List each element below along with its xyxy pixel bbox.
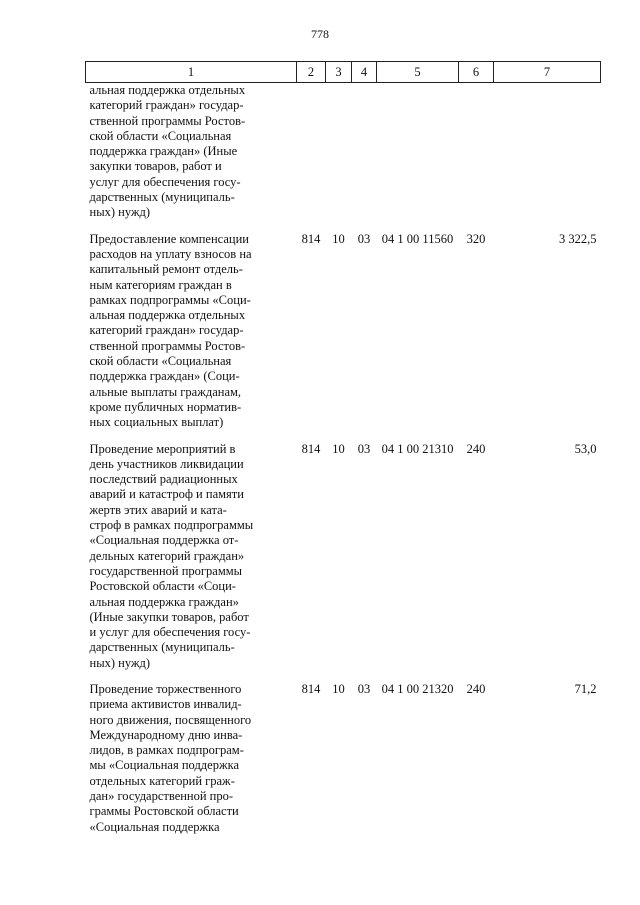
budget-table — [85, 61, 601, 843]
amount-value — [494, 83, 601, 229]
description-line: ным категориям граждан в — [89, 277, 232, 292]
description-line: (Иные закупки товаров, работ — [89, 609, 249, 624]
expense-type-code: 240 — [466, 681, 486, 696]
description-line: альная поддержка граждан» — [89, 594, 239, 609]
description-line: категорий граждан» государ- — [89, 323, 244, 338]
description-line: альная поддержка отдельных — [89, 83, 246, 97]
header-col-3: 3 — [326, 62, 352, 83]
description-line: дарственных (муниципаль- — [89, 640, 235, 655]
description-line: альная поддержка отдельных — [89, 308, 246, 323]
target-article-code: 04 1 00 21310 — [381, 441, 454, 456]
description-line: отдельных категорий граж- — [89, 773, 235, 788]
header-col-1: 1 — [86, 62, 297, 83]
header-col-2: 2 — [297, 62, 326, 83]
description-line: дельных категорий граждан» — [89, 548, 245, 563]
description-line: закупки товаров, работ и — [89, 159, 222, 174]
ministry-code: 814 — [301, 441, 321, 456]
description-line: рамках подпрограммы «Соци- — [89, 292, 251, 307]
subsection-code: 03 — [357, 441, 371, 456]
target-article-code — [377, 83, 459, 229]
description-line: Проведение мероприятий в — [89, 441, 236, 456]
description-line: ных социальных выплат) — [89, 415, 224, 430]
table-row — [86, 83, 601, 229]
description-line: Международному дню инва- — [89, 727, 243, 742]
description-line: категорий граждан» государ- — [89, 98, 244, 113]
header-row — [86, 62, 601, 83]
ministry-code — [297, 83, 326, 229]
expense-type-code: 240 — [466, 441, 486, 456]
subsection-code: 03 — [357, 231, 371, 246]
subsection-code: 03 — [357, 681, 371, 696]
subsection-code — [352, 83, 377, 229]
description-line: поддержка граждан» (Соци- — [89, 369, 240, 384]
target-article-code: 04 1 00 11560 — [381, 231, 454, 246]
description-line: альные выплаты гражданам, — [89, 384, 242, 399]
description-line: кроме публичных норматив- — [89, 399, 242, 414]
amount-value: 71,2 — [574, 681, 597, 696]
description-line: расходов на уплату взносов на — [89, 246, 252, 261]
header-col-5: 5 — [377, 62, 459, 83]
description-line: поддержка граждан» (Иные — [89, 144, 238, 159]
description-line: мы «Социальная поддержка — [89, 758, 240, 773]
description-line: Проведение торжественного — [89, 681, 242, 696]
description-line: граммы Ростовской области — [89, 804, 239, 819]
description-line: ного движения, посвященного — [89, 712, 252, 727]
description-line: капитальный ремонт отдель- — [89, 262, 243, 277]
description-line: ственной программы Ростов- — [89, 113, 246, 128]
description-line: аварий и катастроф и памяти — [89, 487, 244, 502]
description-line: ственной программы Ростов- — [89, 338, 246, 353]
description-line: ской области «Социальная — [89, 354, 232, 369]
row-description — [86, 229, 297, 439]
description-line: и услуг для обеспечения госу- — [89, 625, 251, 640]
header-col-4: 4 — [352, 62, 377, 83]
description-line: дан» государственной про- — [89, 789, 234, 804]
page-number: 778 — [311, 27, 329, 41]
table-row — [86, 229, 601, 439]
description-line: ных) нужд) — [89, 655, 151, 670]
description-line: услуг для обеспечения госу- — [89, 174, 241, 189]
amount-value: 53,0 — [574, 441, 597, 456]
row-description — [86, 83, 297, 229]
expense-type-code — [459, 83, 494, 229]
target-article-code: 04 1 00 21320 — [381, 681, 454, 696]
description-line: Предоставление компенсации — [89, 231, 249, 246]
section-code: 10 — [332, 441, 345, 456]
row-description — [86, 439, 297, 679]
description-line: последствий радиационных — [89, 472, 238, 487]
description-line: день участников ликвидации — [89, 456, 244, 471]
section-code: 10 — [332, 681, 345, 696]
table-row — [86, 439, 601, 679]
description-line: жертв этих аварий и ката- — [89, 502, 227, 517]
section-code — [326, 83, 352, 229]
ministry-code: 814 — [301, 231, 321, 246]
description-line: дарственных (муниципаль- — [89, 190, 235, 205]
row-description — [86, 679, 297, 843]
description-line: лидов, в рамках подпрограм- — [89, 743, 244, 758]
header-col-7: 7 — [494, 62, 601, 83]
header-col-6: 6 — [459, 62, 494, 83]
section-code: 10 — [332, 231, 345, 246]
amount-value: 3 322,5 — [559, 231, 597, 246]
expense-type-code: 320 — [466, 231, 486, 246]
description-line: «Социальная поддержка — [89, 819, 220, 834]
description-line: ской области «Социальная — [89, 128, 232, 143]
description-line: «Социальная поддержка от- — [89, 533, 239, 548]
table-row — [86, 679, 601, 843]
description-line: Ростовской области «Соци- — [89, 579, 236, 594]
description-line: ных) нужд) — [89, 205, 151, 220]
description-line: приема активистов инвалид- — [89, 697, 242, 712]
ministry-code: 814 — [301, 681, 321, 696]
description-line: строф в рамках подпрограммы — [89, 518, 254, 533]
description-line: государственной программы — [89, 563, 243, 578]
